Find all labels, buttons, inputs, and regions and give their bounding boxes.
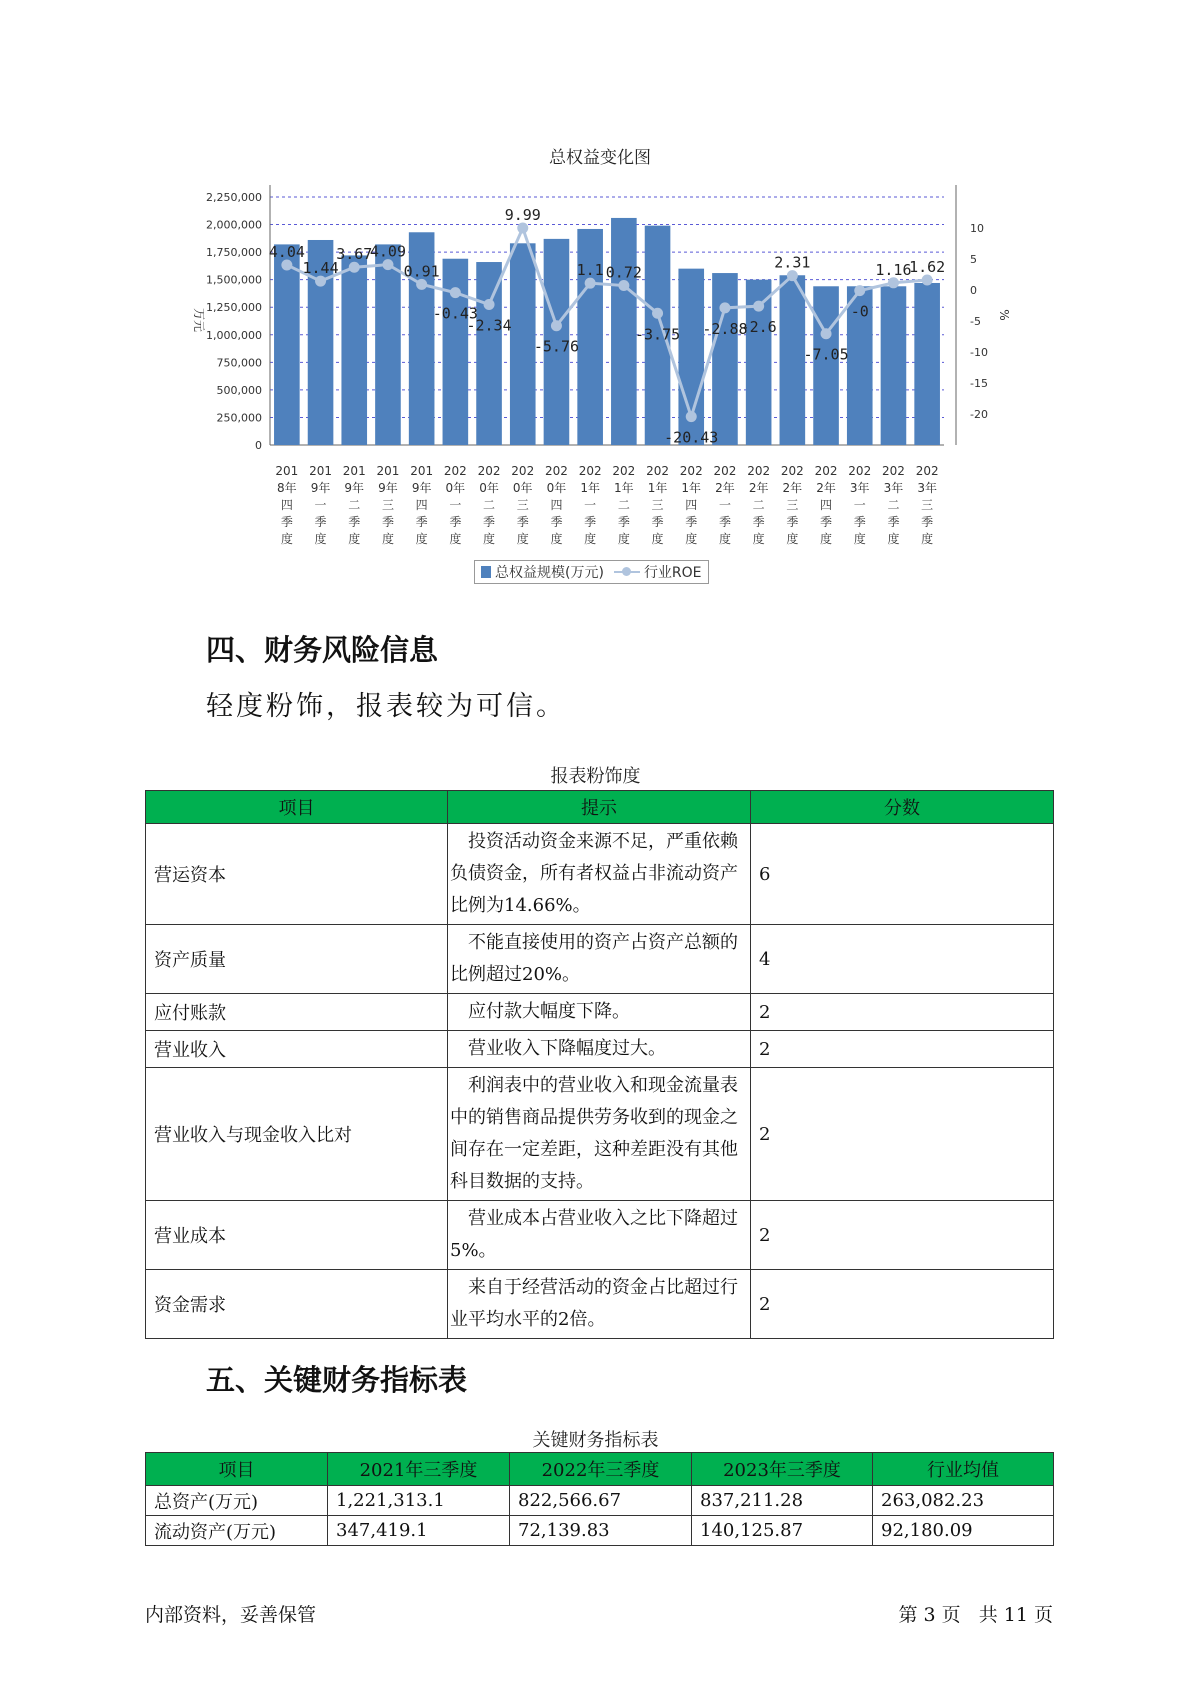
roe-data-label: -2.34 xyxy=(466,316,512,335)
risk-table-row xyxy=(146,1031,1054,1068)
y2-tick-label: 0 xyxy=(970,284,977,297)
roe-data-label: -2.6 xyxy=(740,318,777,337)
y2-tick-label: -15 xyxy=(970,377,988,390)
y2-tick-label: -5 xyxy=(970,315,981,328)
risk-item-cell: 资金需求 xyxy=(146,1270,448,1339)
equity-bar xyxy=(881,286,907,445)
equity-bar xyxy=(341,255,367,445)
kpi-table xyxy=(145,1452,1054,1546)
roe-data-label: -3.75 xyxy=(634,325,681,344)
risk-table xyxy=(145,790,1054,1339)
x-category-label: 202 2年四季度 xyxy=(814,464,838,546)
footer-page-number: 第 3 页 共 11 页 xyxy=(898,1604,1053,1626)
x-category-label: 202 0年二季度 xyxy=(477,464,501,546)
kpi-table-header xyxy=(146,1453,1054,1486)
roe-data-label: 9.99 xyxy=(504,206,541,225)
x-category-label: 202 1年四季度 xyxy=(679,464,703,546)
kpi-value-cell: 92,180.09 xyxy=(873,1516,1054,1546)
risk-item-cell: 资产质量 xyxy=(146,925,448,994)
roe-data-label: 2.31 xyxy=(774,253,811,272)
roe-point xyxy=(551,320,562,331)
kpi-value-cell: 837,211.28 xyxy=(692,1486,873,1516)
kpi-header-industry-avg: 行业均值 xyxy=(873,1453,1054,1486)
risk-tip-cell: 不能直接使用的资产占资产总额的比例超过20%。 xyxy=(448,925,751,994)
x-category-label: 202 1年三季度 xyxy=(646,464,670,546)
x-category-label: 202 2年一季度 xyxy=(713,464,737,546)
equity-bar xyxy=(476,262,502,445)
kpi-table-caption: 关键财务指标表 xyxy=(532,1430,659,1451)
risk-table-row xyxy=(146,994,1054,1031)
kpi-table-row xyxy=(146,1516,1054,1546)
x-category-label: 202 2年二季度 xyxy=(747,464,771,546)
roe-point xyxy=(753,301,764,312)
risk-header-item: 项目 xyxy=(146,791,448,824)
kpi-header-2023q3: 2023年三季度 xyxy=(692,1453,873,1486)
legend-line-swatch xyxy=(614,566,640,578)
roe-point xyxy=(888,277,899,288)
x-category-label: 202 0年四季度 xyxy=(544,464,568,546)
kpi-item-cell: 流动资产(万元) xyxy=(146,1516,328,1546)
equity-bar xyxy=(813,286,839,445)
risk-score-cell: 6 xyxy=(751,824,1054,925)
x-category-label: 202 1年一季度 xyxy=(578,464,602,546)
roe-point xyxy=(450,287,461,298)
y-tick-label: 750,000 xyxy=(216,356,262,370)
chart-title: 总权益变化图 xyxy=(549,148,651,168)
equity-bar xyxy=(712,273,738,445)
roe-point xyxy=(315,276,326,287)
risk-score-cell: 2 xyxy=(751,1031,1054,1068)
footer-confidential: 内部资料，妥善保管 xyxy=(145,1604,317,1626)
y-tick-label: 250,000 xyxy=(216,411,262,425)
section4-heading: 四、财务风险信息 xyxy=(206,633,439,667)
roe-data-label: -2.88 xyxy=(702,319,748,338)
y2-axis-label: % xyxy=(997,309,1011,321)
y-axis-label: 万元 xyxy=(192,307,206,333)
equity-bar xyxy=(510,243,536,445)
x-category-label: 201 9年一季度 xyxy=(309,464,333,546)
risk-item-cell: 营运资本 xyxy=(146,824,448,925)
roe-data-label: -20.43 xyxy=(664,428,719,447)
risk-header-score: 分数 xyxy=(751,791,1054,824)
risk-tip-cell: 营业成本占营业收入之比下降超过5%。 xyxy=(448,1201,751,1270)
x-category-label: 202 3年一季度 xyxy=(848,464,872,546)
y-tick-label: 0 xyxy=(255,439,262,452)
risk-header-tip: 提示 xyxy=(448,791,751,824)
y2-tick-label: -20 xyxy=(970,408,988,421)
equity-bar xyxy=(780,275,806,445)
roe-point xyxy=(686,411,697,422)
y2-tick-label: 5 xyxy=(970,253,977,266)
equity-bar xyxy=(375,244,401,445)
equity-bar xyxy=(274,244,300,445)
kpi-value-cell: 72,139.83 xyxy=(510,1516,692,1546)
section4-summary: 轻度粉饰，报表较为可信。 xyxy=(206,691,566,722)
risk-tip-cell: 应付款大幅度下降。 xyxy=(448,994,751,1031)
equity-bar xyxy=(443,259,469,445)
risk-table-row xyxy=(146,1068,1054,1201)
risk-tip-cell: 营业收入下降幅度过大。 xyxy=(448,1031,751,1068)
y-tick-label: 500,000 xyxy=(216,383,262,397)
x-category-label: 202 0年三季度 xyxy=(511,464,535,546)
kpi-header-item: 项目 xyxy=(146,1453,328,1486)
roe-point xyxy=(281,259,292,270)
equity-bar xyxy=(914,283,940,445)
roe-point xyxy=(719,302,730,313)
risk-table-row xyxy=(146,1201,1054,1270)
y2-tick-label: 10 xyxy=(970,222,984,235)
roe-point xyxy=(382,259,393,270)
roe-point xyxy=(416,279,427,290)
risk-score-cell: 2 xyxy=(751,1068,1054,1201)
y-tick-label: 2,250,000 xyxy=(206,191,262,204)
x-category-label: 201 9年四季度 xyxy=(410,464,434,546)
x-category-label: 201 9年三季度 xyxy=(376,464,400,546)
roe-data-label: 1.16 xyxy=(875,260,912,279)
roe-data-label: 1.1 xyxy=(576,261,604,280)
risk-tip-cell: 利润表中的营业收入和现金流量表中的销售商品提供劳务收到的现金之间存在一定差距，这种差距没有其他科目数据的支持。 xyxy=(448,1068,751,1201)
y-tick-label: 1,250,000 xyxy=(206,301,262,315)
risk-score-cell: 4 xyxy=(751,925,1054,994)
y-tick-label: 1,750,000 xyxy=(206,246,262,260)
roe-data-label: 0.72 xyxy=(605,263,642,282)
roe-data-label: 4.09 xyxy=(369,242,407,261)
kpi-value-cell: 1,221,313.1 xyxy=(328,1486,510,1516)
roe-data-label: -0 xyxy=(850,302,869,321)
roe-point xyxy=(854,285,865,296)
risk-tip-cell: 来自于经营活动的资金占比超过行业平均水平的2倍。 xyxy=(448,1270,751,1339)
roe-data-label: 1.62 xyxy=(909,257,946,276)
roe-data-label: -5.76 xyxy=(533,337,580,356)
equity-bar xyxy=(611,218,637,445)
roe-point xyxy=(652,308,663,319)
roe-point xyxy=(821,328,832,339)
kpi-header-2022q3: 2022年三季度 xyxy=(510,1453,692,1486)
roe-point xyxy=(484,299,495,310)
risk-table-caption: 报表粉饰度 xyxy=(550,766,641,787)
risk-table-header xyxy=(146,791,1054,824)
kpi-table-row xyxy=(146,1486,1054,1516)
roe-point xyxy=(517,223,528,234)
x-category-label: 201 9年二季度 xyxy=(342,464,366,546)
y-tick-label: 2,000,000 xyxy=(206,218,262,232)
x-category-label: 202 0年一季度 xyxy=(443,464,467,546)
roe-data-label: 1.44 xyxy=(302,259,339,278)
legend-bar-swatch xyxy=(481,566,491,578)
x-category-label: 202 3年三季度 xyxy=(915,464,939,546)
roe-point xyxy=(349,262,360,273)
chart-legend xyxy=(474,560,709,584)
roe-data-label: -7.05 xyxy=(803,345,849,364)
kpi-item-cell: 总资产(万元) xyxy=(146,1486,328,1516)
risk-score-cell: 2 xyxy=(751,1201,1054,1270)
risk-table-row xyxy=(146,1270,1054,1339)
y-tick-label: 1,500,000 xyxy=(206,273,262,287)
roe-point xyxy=(618,280,629,291)
y2-tick-label: -10 xyxy=(970,346,988,359)
risk-table-row xyxy=(146,925,1054,994)
legend-bar-label: 总权益规模(万元) xyxy=(495,565,604,581)
risk-tip-cell: 投资活动资金来源不足，严重依赖负债资金，所有者权益占非流动资产比例为14.66%。 xyxy=(448,824,751,925)
y-tick-label: 1,000,000 xyxy=(206,328,262,342)
chart-svg xyxy=(0,0,1191,600)
roe-point xyxy=(787,270,798,281)
roe-data-label: -0.43 xyxy=(432,304,478,323)
x-category-label: 202 3年二季度 xyxy=(881,464,905,546)
x-category-label: 202 1年二季度 xyxy=(612,464,636,546)
legend-line-label: 行业ROE xyxy=(643,565,702,581)
x-category-label: 202 2年三季度 xyxy=(780,464,804,546)
kpi-header-2021q3: 2021年三季度 xyxy=(328,1453,510,1486)
roe-data-label: 0.91 xyxy=(403,262,440,281)
equity-change-chart xyxy=(0,0,1191,600)
roe-data-label: 3.67 xyxy=(336,245,373,264)
x-category-label: 201 8年四季度 xyxy=(275,464,299,546)
section5-heading: 五、关键财务指标表 xyxy=(206,1363,468,1397)
risk-table-row xyxy=(146,824,1054,925)
roe-data-label: 4.04 xyxy=(268,242,305,261)
kpi-value-cell: 140,125.87 xyxy=(692,1516,873,1546)
risk-item-cell: 营业成本 xyxy=(146,1201,448,1270)
risk-item-cell: 营业收入 xyxy=(146,1031,448,1068)
kpi-value-cell: 263,082.23 xyxy=(873,1486,1054,1516)
risk-score-cell: 2 xyxy=(751,1270,1054,1339)
kpi-value-cell: 822,566.67 xyxy=(510,1486,692,1516)
risk-score-cell: 2 xyxy=(751,994,1054,1031)
kpi-value-cell: 347,419.1 xyxy=(328,1516,510,1546)
risk-item-cell: 应付账款 xyxy=(146,994,448,1031)
roe-point xyxy=(922,274,933,285)
roe-point xyxy=(585,278,596,289)
risk-item-cell: 营业收入与现金收入比对 xyxy=(146,1068,448,1201)
